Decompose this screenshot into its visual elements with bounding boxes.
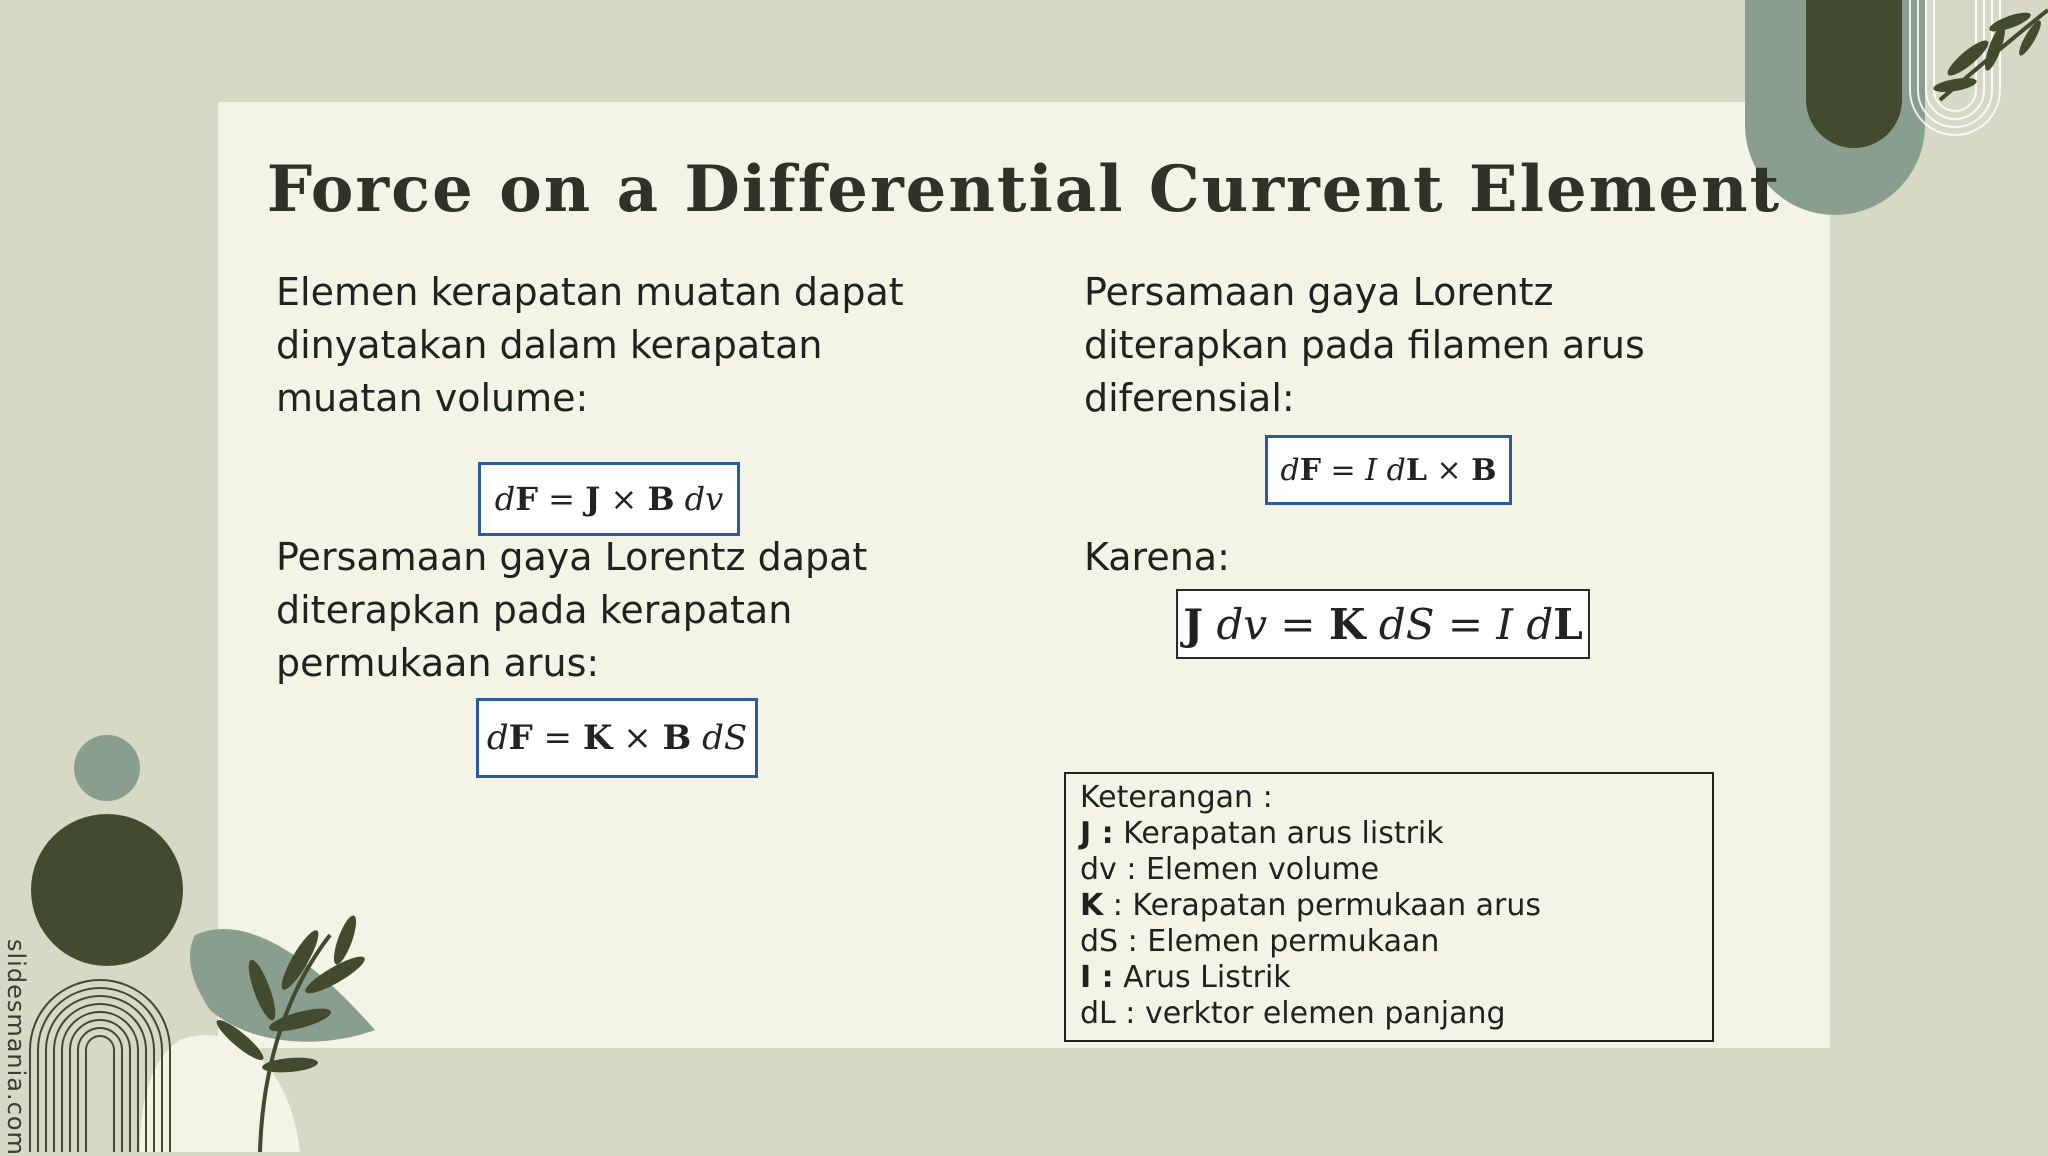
eq-symbol: dv — [1203, 599, 1268, 649]
text-line: Elemen kerapatan muatan dapat — [276, 270, 904, 314]
text-line: Persamaan gaya Lorentz dapat — [276, 535, 868, 579]
legend-symbol: J : — [1080, 816, 1114, 851]
equation-force-surface — [476, 698, 758, 778]
text-line: Karena: — [1084, 535, 1230, 579]
eq-symbol: L — [1553, 599, 1583, 649]
legend-symbol: dL — [1080, 996, 1116, 1031]
eq-symbol: I — [1496, 599, 1513, 649]
eq-symbol: B — [647, 480, 675, 518]
text-line: Persamaan gaya Lorentz — [1084, 270, 1554, 314]
legend-item — [1080, 960, 1698, 996]
eq-symbol: F — [1299, 452, 1322, 488]
text-line: diterapkan pada filamen arus — [1084, 323, 1645, 367]
eq-operator: = — [1321, 452, 1366, 488]
eq-symbol: d — [1377, 452, 1406, 488]
karena-label — [1084, 531, 1230, 584]
small-circle-decoration — [74, 735, 140, 801]
legend-symbol: dS — [1080, 924, 1119, 959]
legend-symbol: dv — [1080, 852, 1117, 887]
eq-operator: × — [1426, 452, 1472, 488]
eq-operator: = — [1267, 599, 1329, 649]
legend-text: : Elemen permukaan — [1118, 924, 1440, 959]
leaf-branch-icon — [1932, 9, 2048, 100]
legend-symbol: K — [1080, 888, 1104, 923]
eq-symbol: F — [515, 480, 538, 518]
equation-force-volume — [478, 462, 740, 536]
legend-item — [1080, 996, 1698, 1032]
eq-operator: × — [600, 480, 648, 518]
text-line: diterapkan pada kerapatan — [276, 588, 793, 632]
eq-operator: = — [1434, 599, 1497, 649]
eq-symbol: I — [1365, 452, 1378, 488]
equation-force-filament — [1265, 435, 1512, 505]
legend-text: Arus Listrik — [1113, 960, 1291, 995]
eq-symbol: K — [1328, 599, 1366, 649]
right-paragraph-1 — [1084, 266, 1645, 425]
eq-symbol: J — [1183, 599, 1204, 649]
credit-link[interactable]: slidesmania.com — [2, 939, 30, 1156]
eq-symbol: d — [1513, 599, 1554, 649]
legend-header: Keterangan : — [1080, 780, 1273, 815]
eq-symbol: B — [1471, 452, 1497, 488]
legend-text: : Kerapatan permukaan arus — [1103, 888, 1541, 923]
eq-symbol: d — [494, 480, 516, 518]
equation-current-equivalence — [1176, 589, 1590, 659]
eq-symbol: dv — [674, 480, 724, 518]
legend-box — [1064, 772, 1714, 1042]
left-paragraph-1 — [276, 266, 904, 425]
eq-symbol: K — [582, 718, 613, 758]
eq-symbol: dS — [1365, 599, 1435, 649]
slide-title: Force on a Differential Current Element — [266, 152, 1782, 227]
legend-symbol: I : — [1080, 960, 1114, 995]
legend-item — [1080, 924, 1698, 960]
legend-text: : verktor elemen panjang — [1115, 996, 1506, 1031]
legend-text: : Elemen volume — [1116, 852, 1380, 887]
text-line: dinyatakan dalam kerapatan — [276, 323, 823, 367]
large-circle-decoration — [31, 814, 183, 966]
light-blob-decoration — [140, 1035, 300, 1152]
legend-item — [1080, 816, 1698, 852]
eq-operator: = — [532, 718, 583, 758]
text-line: diferensial: — [1084, 376, 1295, 420]
text-line: permukaan arus: — [276, 641, 600, 685]
eq-symbol: L — [1405, 452, 1427, 488]
legend-item — [1080, 888, 1698, 924]
eq-symbol: J — [585, 480, 601, 518]
eq-symbol: d — [486, 718, 509, 758]
eq-operator: = — [537, 480, 586, 518]
eq-operator: × — [612, 718, 663, 758]
text-line: muatan volume: — [276, 376, 589, 420]
legend-text: Kerapatan arus listrik — [1113, 816, 1444, 851]
legend-item — [1080, 852, 1698, 888]
eq-symbol: F — [508, 718, 533, 758]
eq-symbol: B — [662, 718, 692, 758]
eq-symbol: d — [1280, 452, 1300, 488]
eq-symbol: dS — [691, 718, 748, 758]
left-paragraph-2 — [276, 531, 867, 690]
